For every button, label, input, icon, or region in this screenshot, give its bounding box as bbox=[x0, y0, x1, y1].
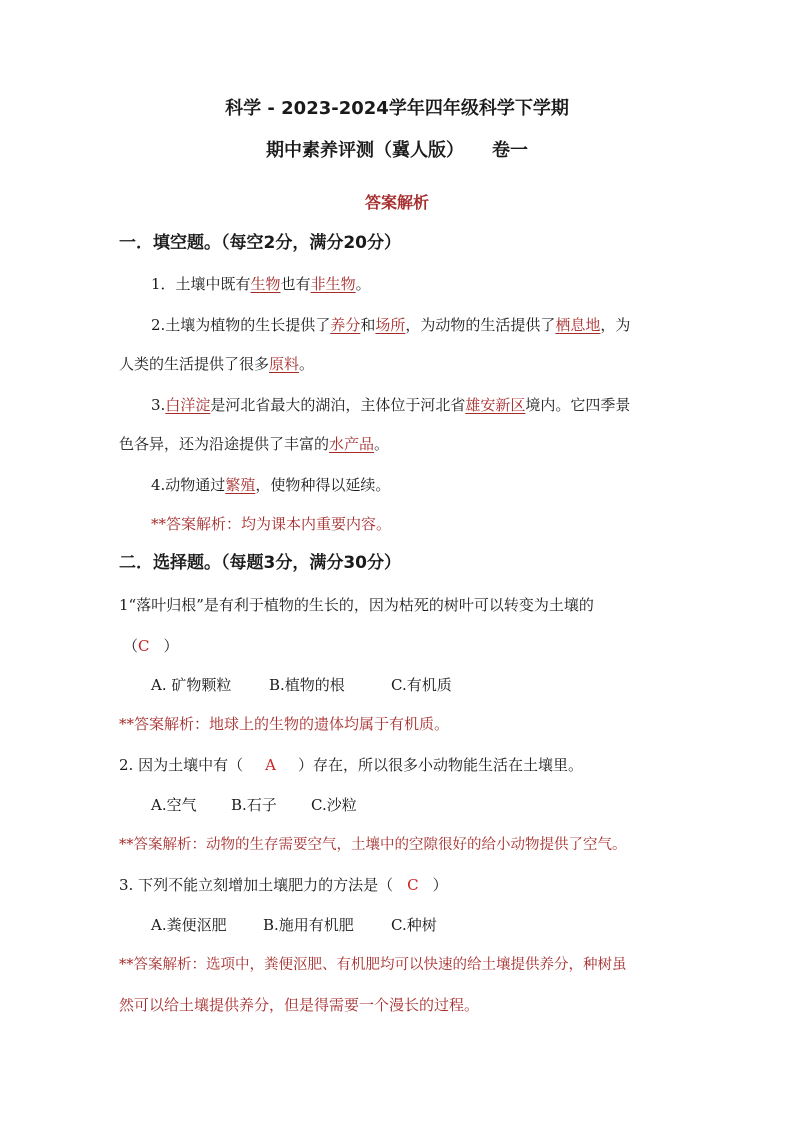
s1-q4-text: ，使物种得以延续。 bbox=[255, 476, 391, 494]
section1-heading: 一．填空题。（每空2分，满分20分） bbox=[119, 233, 401, 253]
s1-q2-text: 。 bbox=[299, 355, 315, 373]
s1-q1-text: 也有 bbox=[280, 275, 311, 293]
option-b: B.植物的根 bbox=[269, 676, 345, 694]
s1-q2-answer4: 原料 bbox=[269, 355, 300, 373]
s1-q3-text: 3. bbox=[151, 396, 166, 414]
s2-q2-text: ）存在，所以很多小动物能生活在土壤里。 bbox=[297, 756, 583, 774]
s2-q3-answer: C bbox=[407, 876, 419, 894]
s1-q4-answer1: 繁殖 bbox=[225, 476, 256, 494]
s1-q2-answer2: 场所 bbox=[375, 316, 406, 334]
s1-q1-text: 。 bbox=[355, 275, 371, 293]
s1-q2-text: 和 bbox=[360, 316, 376, 334]
option-c: C.种树 bbox=[391, 916, 437, 934]
s1-q4 bbox=[151, 475, 390, 495]
s2-q1-blank bbox=[123, 636, 179, 656]
paren: （ bbox=[123, 637, 139, 655]
doc-title-edition: 期中素养评测（冀人版） bbox=[266, 140, 464, 161]
option-b: B.施用有机肥 bbox=[263, 916, 354, 934]
s1-q2-line2 bbox=[119, 354, 314, 374]
s2-q3-text: ） bbox=[432, 876, 448, 894]
s1-q1-answer1: 生物 bbox=[250, 275, 281, 293]
option-a: A. 矿物颗粒 bbox=[151, 676, 232, 694]
s1-q1-answer2: 非生物 bbox=[310, 275, 356, 293]
s1-q4-text: 4.动物通过 bbox=[151, 476, 226, 494]
s1-q3-text: 。 bbox=[374, 435, 390, 453]
s1-q3-text: 色各异，还为沿途提供了丰富的 bbox=[119, 435, 330, 453]
s2-q1-answer: C bbox=[138, 637, 150, 655]
s2-q3-explanation-line1: **答案解析：选项中，粪便沤肥、有机肥均可以快速的给土壤提供养分，种树虽 bbox=[119, 957, 627, 973]
s2-q2-text: 2. 因为土壤中有（ bbox=[119, 756, 244, 774]
s1-q3-answer3: 水产品 bbox=[329, 435, 375, 453]
s2-q3-text: 3. 下列不能立刻增加土壤肥力的方法是（ bbox=[119, 876, 394, 894]
s1-q3-text: 是河北省最大的湖泊，主体位于河北省 bbox=[210, 396, 466, 414]
option-b: B.石子 bbox=[231, 796, 277, 814]
s1-q2-answer3: 栖息地 bbox=[555, 316, 601, 334]
s1-q2-text: 人类的生活提供了很多 bbox=[119, 355, 270, 373]
option-a: A.粪便沤肥 bbox=[151, 916, 227, 934]
s2-q2-explanation: **答案解析：动物的生存需要空气，土壤中的空隙很好的给小动物提供了空气。 bbox=[119, 837, 627, 853]
s2-q2-answer: A bbox=[265, 756, 276, 774]
doc-title-line1: 科学 - 2023-2024学年四年级科学下学期 bbox=[225, 98, 569, 119]
s1-q3-answer2: 雄安新区 bbox=[465, 396, 526, 414]
s1-q2-answer1: 养分 bbox=[330, 316, 361, 334]
s2-q3-stem bbox=[119, 875, 448, 895]
s1-q2-line1 bbox=[151, 315, 630, 335]
section2-heading: 二．选择题。（每题3分，满分30分） bbox=[119, 553, 401, 573]
s1-q3-answer1: 白洋淀 bbox=[165, 396, 211, 414]
s1-q3-line1 bbox=[151, 395, 630, 415]
s1-q2-text: ，为 bbox=[600, 316, 631, 334]
s2-q2-stem bbox=[119, 755, 583, 775]
s1-q1-text: 1．土壤中既有 bbox=[151, 275, 251, 293]
option-a: A.空气 bbox=[151, 796, 197, 814]
option-c: C.沙粒 bbox=[311, 796, 357, 814]
option-c: C.有机质 bbox=[391, 676, 452, 694]
s1-q3-text: 境内。它四季景 bbox=[525, 396, 631, 414]
s2-q1-stem: 1“落叶归根”是有利于植物的生长的，因为枯死的树叶可以转变为土壤的 bbox=[119, 596, 594, 614]
s2-q1-options bbox=[151, 675, 452, 695]
doc-title-line2 bbox=[0, 141, 794, 161]
s1-q2-text: 2.土壤为植物的生长提供了 bbox=[151, 316, 331, 334]
doc-title-volume: 卷一 bbox=[492, 140, 528, 161]
s2-q1-explanation: **答案解析：地球上的生物的遗体均属于有机质。 bbox=[119, 715, 450, 733]
s1-explanation: **答案解析：均为课本内重要内容。 bbox=[151, 515, 392, 533]
s1-q2-text: ，为动物的生活提供了 bbox=[405, 316, 556, 334]
s2-q3-explanation-line2: 然可以给土壤提供养分，但是得需要一个漫长的过程。 bbox=[119, 996, 480, 1014]
answer-heading: 答案解析 bbox=[364, 193, 429, 212]
s1-q3-line2 bbox=[119, 434, 389, 454]
s2-q3-options bbox=[151, 915, 437, 935]
s2-q2-options bbox=[151, 795, 357, 815]
paren: ） bbox=[163, 637, 179, 655]
s1-q1 bbox=[151, 274, 371, 294]
